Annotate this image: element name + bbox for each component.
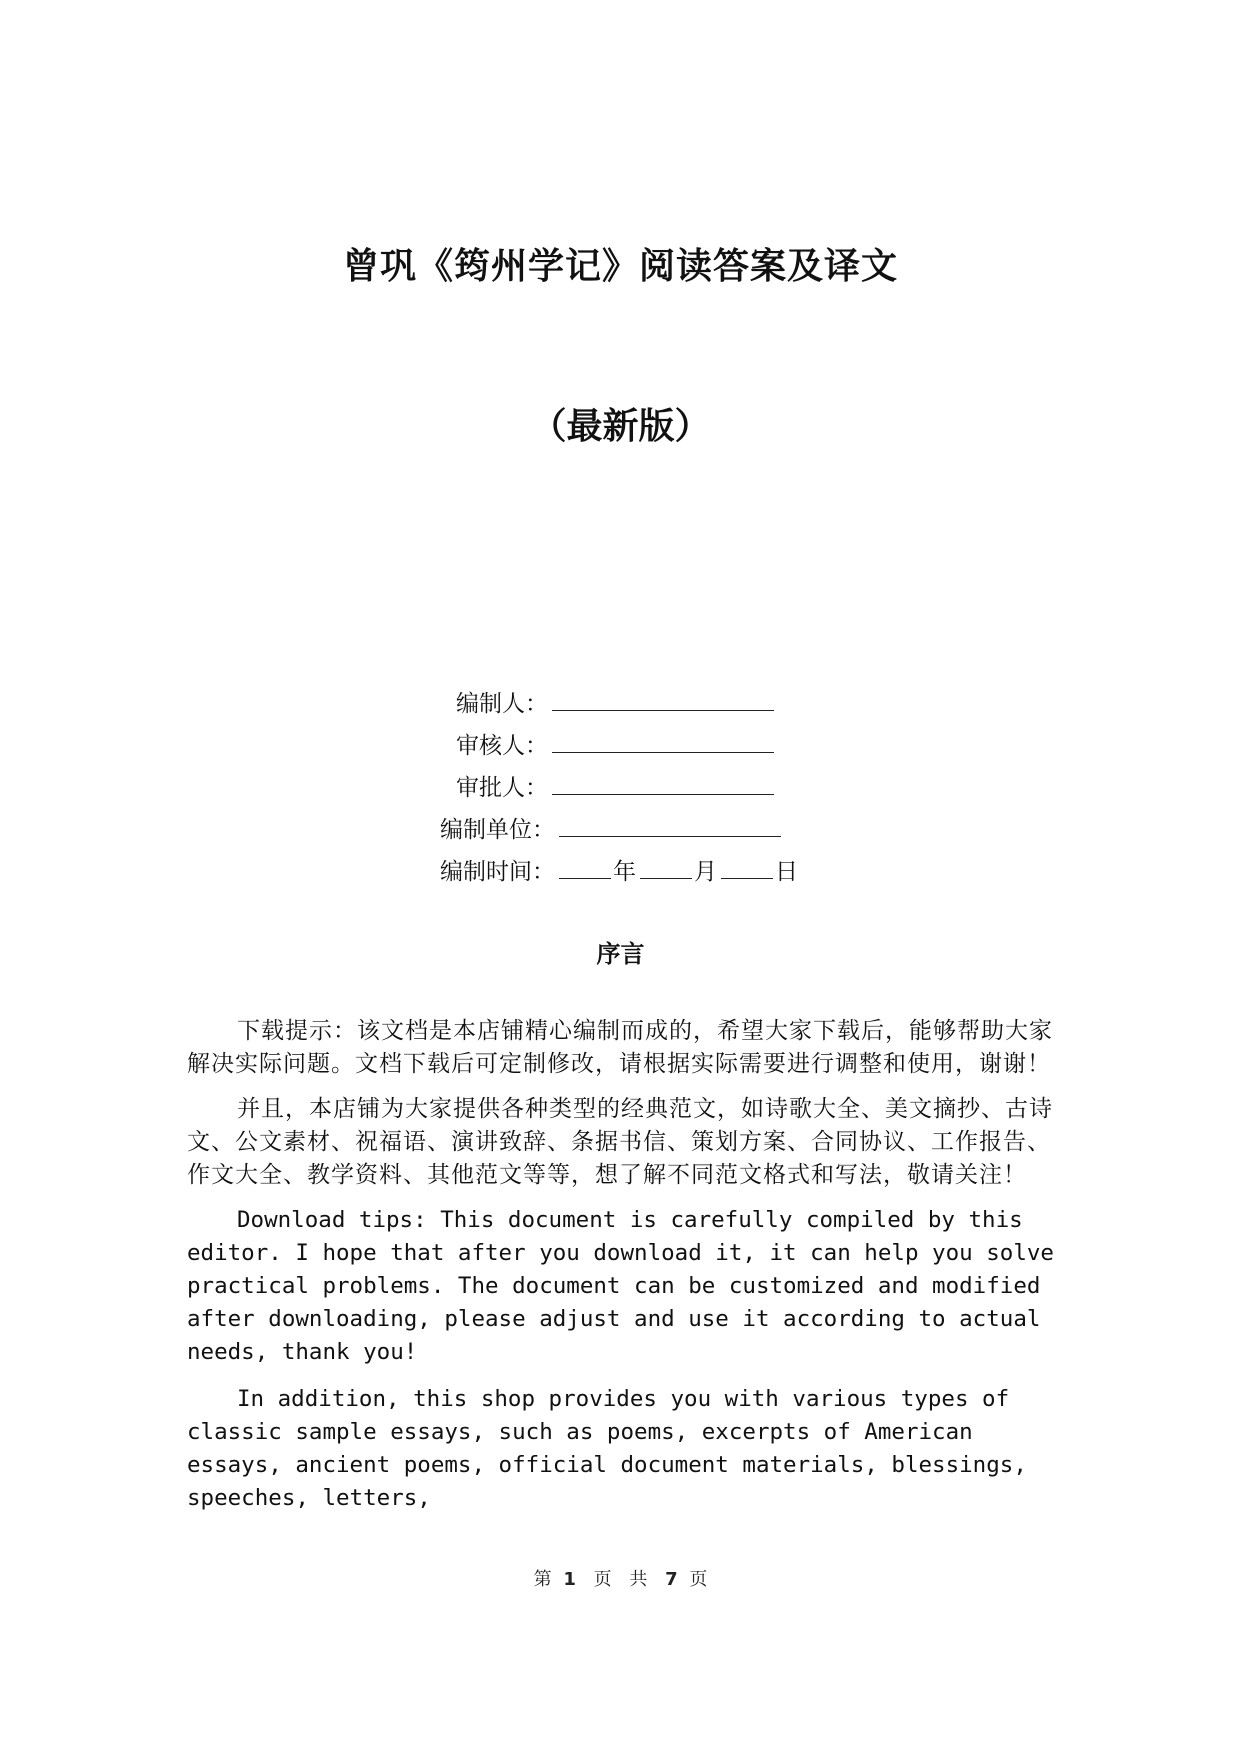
time-label: 编制时间： xyxy=(440,859,555,885)
unit-blank xyxy=(559,814,781,837)
approver-label: 审批人： xyxy=(456,775,548,801)
document-meta-block xyxy=(440,683,798,893)
compiler-label: 编制人： xyxy=(456,691,548,717)
year-blank xyxy=(559,856,611,879)
unit-row xyxy=(440,809,798,851)
reviewer-blank xyxy=(552,730,774,753)
compiler-blank xyxy=(552,688,774,711)
document-title: 曾巩《筠州学记》阅读答案及译文 xyxy=(342,245,898,287)
preface-content xyxy=(187,1015,1057,1529)
reviewer-row xyxy=(440,725,798,767)
document-subtitle: （最新版） xyxy=(530,405,711,447)
compiler-row xyxy=(440,683,798,725)
preface-paragraph-zh-1: 下载提示：该文档是本店铺精心编制而成的，希望大家下载后，能够帮助大家解决实际问题。文档下载后可定制修改，请根据实际需要进行调整和使用，谢谢！ xyxy=(187,1018,1053,1077)
footer-page-word: 页 xyxy=(593,1569,612,1590)
footer-page-number: 1 xyxy=(563,1569,576,1590)
month-label: 月 xyxy=(694,859,717,885)
approver-blank xyxy=(552,772,774,795)
day-label: 日 xyxy=(775,859,798,885)
reviewer-label: 审核人： xyxy=(456,733,548,759)
preface-paragraph-zh-2: 并且，本店铺为大家提供各种类型的经典范文，如诗歌大全、美文摘抄、古诗文、公文素材、祝福语、演讲致辞、条据书信、策划方案、合同协议、工作报告、作文大全、教学资料、其他范文等等，想了解不同范文格式和写法，敬请关注！ xyxy=(187,1096,1053,1188)
footer-total-word: 共 xyxy=(629,1569,648,1590)
approver-row xyxy=(440,767,798,809)
preface-heading: 序言 xyxy=(596,940,645,968)
footer-total-pages: 7 xyxy=(665,1569,678,1590)
year-label: 年 xyxy=(613,859,636,885)
footer-prefix: 第 xyxy=(533,1569,552,1590)
page-footer xyxy=(0,1565,1241,1591)
unit-label: 编制单位： xyxy=(440,817,555,843)
month-blank xyxy=(640,856,692,879)
preface-paragraph-en-1: Download tips: This document is carefully compiled by this editor. I hope that after you download it, it can help you solve practical problems. The document can be customized and modified after downloading, please adjust and use it according to actual needs, thank you! xyxy=(187,1207,1054,1365)
preface-paragraph-en-2: In addition, this shop provides you with various types of classic sample essays, such as poems, excerpts of American essays, ancient poems, official document materials, blessings, speeches, letters, xyxy=(187,1386,1027,1511)
day-blank xyxy=(721,856,773,879)
footer-suffix: 页 xyxy=(689,1569,708,1590)
time-row xyxy=(440,851,798,893)
